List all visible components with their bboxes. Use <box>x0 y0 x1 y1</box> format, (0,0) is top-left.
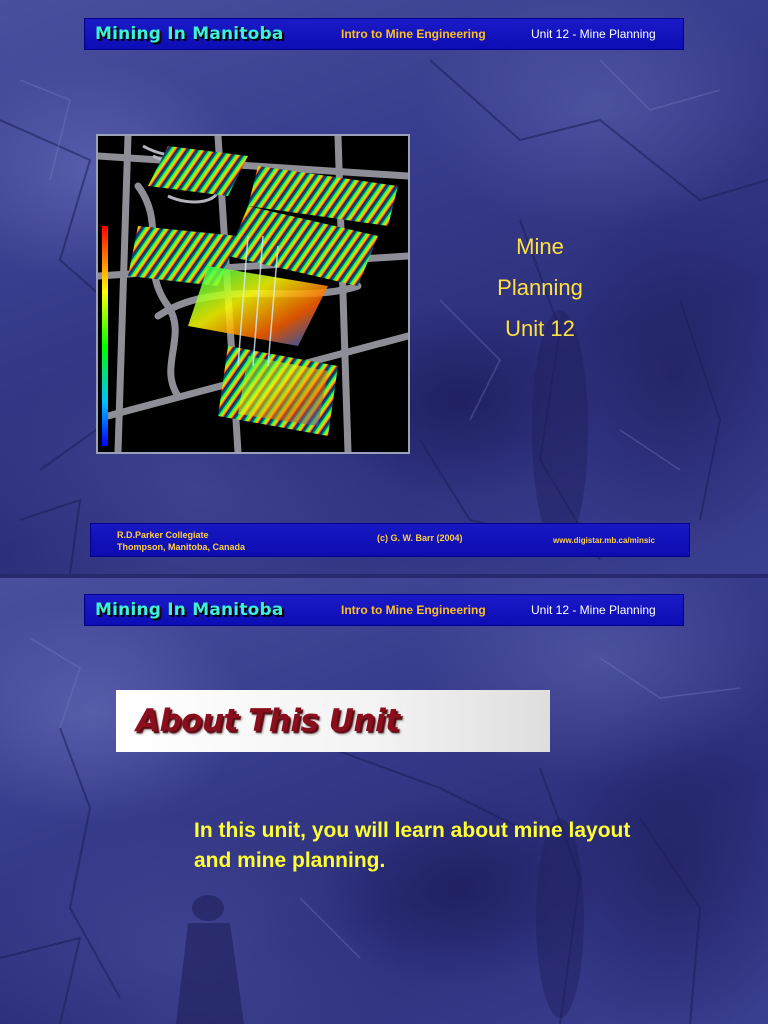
footer-url: www.digistar.mb.ca/minsic <box>553 536 655 545</box>
unit-title: Unit 12 - Mine Planning <box>531 27 656 41</box>
slide-header-bar <box>84 18 684 50</box>
banner-heading: About This Unit <box>136 703 400 739</box>
mine-3d-model-illustration <box>98 136 408 452</box>
title-line-3: Unit 12 <box>505 316 575 341</box>
title-line-2: Planning <box>497 275 583 300</box>
course-title: Intro to Mine Engineering <box>341 27 486 41</box>
rock-background-texture <box>0 578 768 1024</box>
unit-description: In this unit, you will learn about mine layout and mine planning. <box>194 819 631 872</box>
course-title: Intro to Mine Engineering <box>341 603 486 617</box>
footer-copyright: (c) G. W. Barr (2004) <box>377 533 463 543</box>
mining-in-manitoba-logo: Mining In Manitoba <box>95 24 284 44</box>
school-name: R.D.Parker Collegiate <box>117 530 209 540</box>
about-this-unit-banner <box>116 690 550 752</box>
slide-2 <box>0 578 768 1024</box>
school-location: Thompson, Manitoba, Canada <box>117 542 246 552</box>
unit-title: Unit 12 - Mine Planning <box>531 603 656 617</box>
slide-footer-bar <box>90 523 690 557</box>
mining-in-manitoba-logo: Mining In Manitoba <box>95 600 284 620</box>
slide-title <box>470 226 610 349</box>
slide-header-bar <box>84 594 684 626</box>
mine-3d-model-image <box>96 134 410 454</box>
footer-school <box>117 529 245 553</box>
title-line-1: Mine <box>516 234 564 259</box>
